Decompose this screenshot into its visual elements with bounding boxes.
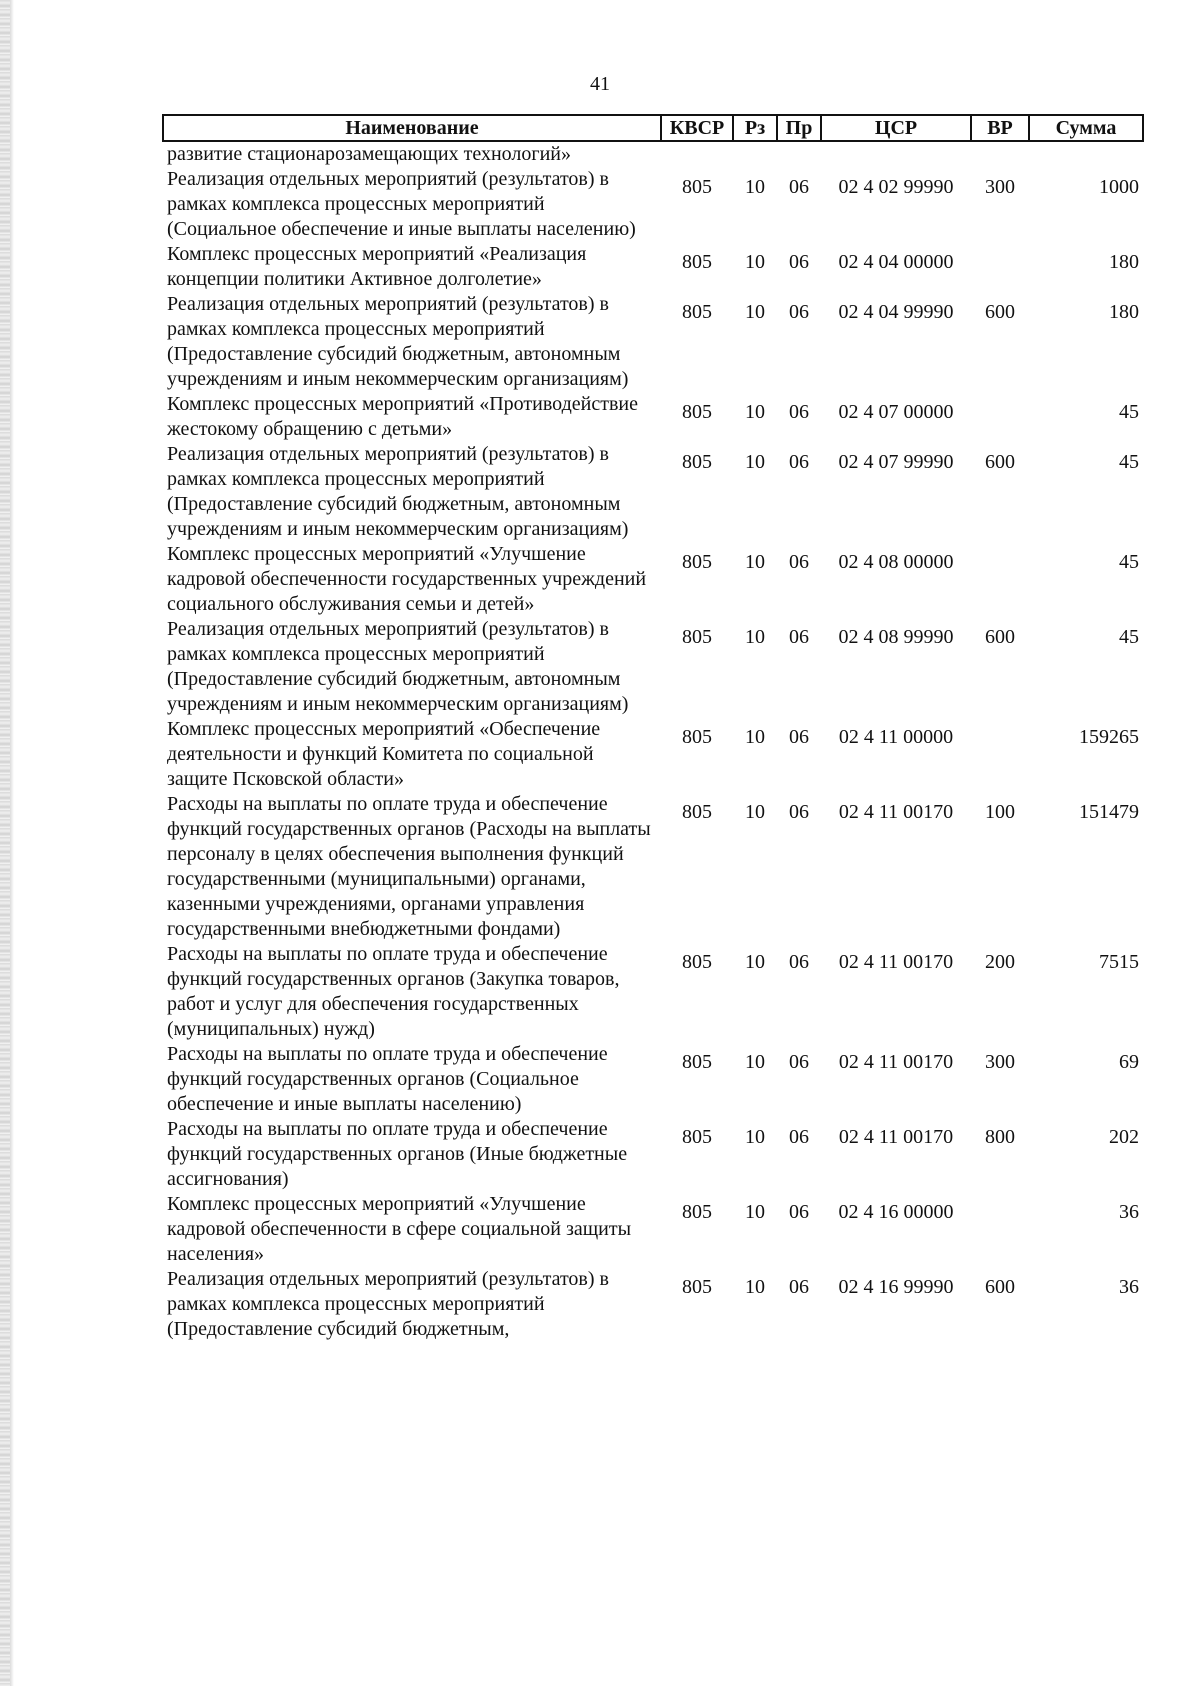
- cell-kvsr: 805: [682, 626, 712, 648]
- cell-pr: 06: [789, 1126, 809, 1148]
- cell-kvsr: 805: [682, 726, 712, 748]
- cell-csr: 02 4 11 00170: [838, 801, 954, 823]
- cell-kvsr: 805: [682, 401, 712, 423]
- cell-csr: 02 4 11 00000: [838, 726, 954, 748]
- cell-kvsr: 805: [682, 1276, 712, 1298]
- cell-rz: 10: [745, 1276, 765, 1298]
- table-row: [163, 1192, 1143, 1267]
- cell-sum: 45: [1119, 401, 1139, 423]
- header-sum: Сумма: [1029, 115, 1143, 141]
- header-name: Наименование: [163, 115, 661, 141]
- scan-edge-shadow: [10, 0, 14, 1686]
- table-row: [163, 442, 1143, 542]
- cell-sum: 69: [1119, 1051, 1139, 1073]
- cell-vr: [971, 542, 1029, 617]
- cell-kvsr: 805: [682, 1201, 712, 1223]
- continuation-text: развитие стационарозамещающих технологий»: [167, 143, 571, 165]
- table-row: [163, 1042, 1143, 1117]
- cell-name: Расходы на выплаты по оплате труда и обеспечение функций государственных органов (Закупка товаров, работ и услуг для обеспечения государственных (муниципальных) нужд): [167, 943, 620, 1040]
- cell-vr: 600: [985, 1276, 1015, 1298]
- cell-pr: 06: [789, 1051, 809, 1073]
- table-row: [163, 292, 1143, 392]
- cell-csr: 02 4 04 99990: [838, 301, 954, 323]
- table-row: [163, 717, 1143, 792]
- cell-pr: 06: [789, 176, 809, 198]
- cell-rz: 10: [745, 801, 765, 823]
- header-vr: ВР: [971, 115, 1029, 141]
- cell-rz: 10: [745, 301, 765, 323]
- cell-sum: 45: [1119, 626, 1139, 648]
- cell-csr: 02 4 16 00000: [838, 1201, 954, 1223]
- cell-vr: 300: [985, 1051, 1015, 1073]
- cell-csr: 02 4 16 99990: [838, 1276, 954, 1298]
- page-number: 41: [590, 73, 610, 95]
- header-csr: ЦСР: [821, 115, 971, 141]
- cell-kvsr: 805: [682, 176, 712, 198]
- cell-sum: 45: [1119, 551, 1139, 573]
- table-row: [163, 617, 1143, 717]
- cell-sum: 36: [1119, 1201, 1139, 1223]
- table-row: [163, 542, 1143, 617]
- cell-kvsr: 805: [682, 1051, 712, 1073]
- cell-sum: 180: [1109, 251, 1139, 273]
- cell-pr: 06: [789, 401, 809, 423]
- cell-name: Комплекс процессных мероприятий «Улучшение кадровой обеспеченности в сфере социальной защиты населения»: [167, 1193, 632, 1265]
- cell-csr: 02 4 07 99990: [838, 451, 954, 473]
- cell-vr: [971, 242, 1029, 292]
- cell-vr: 200: [985, 951, 1015, 973]
- cell-kvsr: 805: [682, 1126, 712, 1148]
- table-row: [163, 792, 1143, 942]
- cell-rz: 10: [745, 1201, 765, 1223]
- cell-sum: 202: [1109, 1126, 1139, 1148]
- cell-csr: 02 4 02 99990: [838, 176, 954, 198]
- cell-pr: 06: [789, 1201, 809, 1223]
- cell-sum: 159265: [1079, 726, 1139, 748]
- cell-pr: 06: [789, 251, 809, 273]
- table-row: [163, 167, 1143, 242]
- cell-rz: 10: [745, 451, 765, 473]
- cell-pr: 06: [789, 626, 809, 648]
- table-row: [163, 242, 1143, 292]
- cell-name: Расходы на выплаты по оплате труда и обеспечение функций государственных органов (Иные бюджетные ассигнования): [167, 1118, 628, 1190]
- cell-name: Реализация отдельных мероприятий (результатов) в рамках комплекса процессных мероприятий (Социальное обеспечение и иные выплаты населению): [167, 168, 636, 240]
- cell-name: Комплекс процессных мероприятий «Улучшение кадровой обеспеченности государственных учреждений социального обслуживания семьи и детей»: [167, 543, 647, 615]
- cell-csr: 02 4 11 00170: [838, 1051, 954, 1073]
- cell-pr: 06: [789, 801, 809, 823]
- cell-kvsr: 805: [682, 801, 712, 823]
- cell-vr: 600: [985, 301, 1015, 323]
- cell-sum: 1000: [1099, 176, 1139, 198]
- cell-kvsr: 805: [682, 451, 712, 473]
- cell-vr: 300: [985, 176, 1015, 198]
- cell-rz: 10: [745, 626, 765, 648]
- cell-pr: 06: [789, 551, 809, 573]
- cell-sum: 36: [1119, 1276, 1139, 1298]
- cell-rz: 10: [745, 176, 765, 198]
- cell-name: Расходы на выплаты по оплате труда и обеспечение функций государственных органов (Социальное обеспечение и иные выплаты населению): [167, 1043, 608, 1115]
- cell-rz: 10: [745, 1051, 765, 1073]
- cell-name: Реализация отдельных мероприятий (результатов) в рамках комплекса процессных мероприятий (Предоставление субсидий бюджетным, автономным учреждениям и иным некоммерческим организациям): [167, 443, 629, 540]
- cell-vr: 600: [985, 626, 1015, 648]
- cell-kvsr: 805: [682, 951, 712, 973]
- cell-csr: 02 4 08 99990: [838, 626, 954, 648]
- cell-pr: 06: [789, 726, 809, 748]
- cell-name: Комплекс процессных мероприятий «Обеспечение деятельности и функций Комитета по социальной защите Псковской области»: [167, 718, 601, 790]
- table-row: [163, 392, 1143, 442]
- budget-table: [162, 114, 1144, 1342]
- cell-pr: 06: [789, 301, 809, 323]
- cell-csr: 02 4 04 00000: [838, 251, 954, 273]
- cell-vr: [971, 392, 1029, 442]
- cell-csr: 02 4 11 00170: [838, 951, 954, 973]
- cell-sum: 151479: [1079, 801, 1139, 823]
- cell-kvsr: 805: [682, 301, 712, 323]
- cell-rz: 10: [745, 251, 765, 273]
- cell-name: Комплекс процессных мероприятий «Противодействие жестокому обращению с детьми»: [167, 393, 638, 440]
- header-kvsr: КВСР: [661, 115, 733, 141]
- cell-kvsr: 805: [682, 251, 712, 273]
- cell-name: Комплекс процессных мероприятий «Реализация концепции политики Активное долголетие»: [167, 243, 587, 290]
- cell-csr: 02 4 08 00000: [838, 551, 954, 573]
- cell-sum: 45: [1119, 451, 1139, 473]
- cell-rz: 10: [745, 551, 765, 573]
- cell-pr: 06: [789, 451, 809, 473]
- cell-vr: 800: [985, 1126, 1015, 1148]
- cell-vr: [971, 1192, 1029, 1267]
- cell-vr: [971, 717, 1029, 792]
- cell-name: Реализация отдельных мероприятий (результатов) в рамках комплекса процессных мероприятий (Предоставление субсидий бюджетным, автономным учреждениям и иным некоммерческим организациям): [167, 293, 629, 390]
- cell-csr: 02 4 11 00170: [838, 1126, 954, 1148]
- table-row: [163, 1117, 1143, 1192]
- cell-name: Расходы на выплаты по оплате труда и обеспечение функций государственных органов (Расходы на выплаты персоналу в целях обеспечения выполнения функций государственными (муниципальными) органами, казенными учреждениями, органами управления государственными внебюджетными фондами): [167, 793, 651, 940]
- cell-rz: 10: [745, 951, 765, 973]
- cell-csr: 02 4 07 00000: [838, 401, 954, 423]
- cell-name: Реализация отдельных мероприятий (результатов) в рамках комплекса процессных мероприятий (Предоставление субсидий бюджетным, автономным учреждениям и иным некоммерческим организациям): [167, 618, 629, 715]
- continuation-row: [163, 141, 1143, 167]
- cell-rz: 10: [745, 401, 765, 423]
- cell-vr: 100: [985, 801, 1015, 823]
- cell-pr: 06: [789, 1276, 809, 1298]
- cell-pr: 06: [789, 951, 809, 973]
- cell-sum: 7515: [1099, 951, 1139, 973]
- cell-rz: 10: [745, 726, 765, 748]
- cell-name: Реализация отдельных мероприятий (результатов) в рамках комплекса процессных мероприятий (Предоставление субсидий бюджетным,: [167, 1268, 609, 1340]
- cell-kvsr: 805: [682, 551, 712, 573]
- table-row: [163, 1267, 1143, 1342]
- cell-rz: 10: [745, 1126, 765, 1148]
- header-pr: Пр: [777, 115, 821, 141]
- header-rz: Рз: [733, 115, 777, 141]
- scan-edge: [0, 0, 10, 1686]
- cell-sum: 180: [1109, 301, 1139, 323]
- cell-vr: 600: [985, 451, 1015, 473]
- table-row: [163, 942, 1143, 1042]
- table-header-row: [163, 115, 1143, 141]
